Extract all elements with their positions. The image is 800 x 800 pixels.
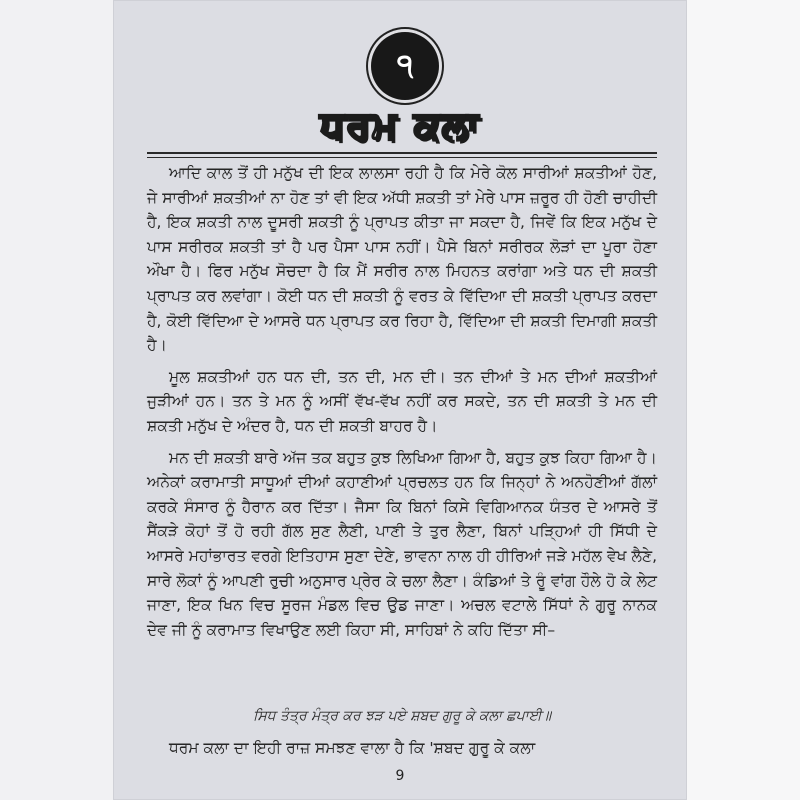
page-number: 9 bbox=[395, 768, 405, 784]
chapter-number-badge bbox=[371, 32, 439, 100]
title-divider-thin bbox=[147, 157, 657, 158]
closing-line: ਧਰਮ ਕਲਾ ਦਾ ਇਹੀ ਰਾਜ਼ ਸਮਝਣ ਵਾਲਾ ਹੈ ਕਿ 'ਸ਼ਬਦ ਗੁਰੂ ਕੇ ਕਲਾ bbox=[169, 739, 536, 757]
paragraph-3: ਮਨ ਦੀ ਸ਼ਕਤੀ ਬਾਰੇ ਅੱਜ ਤਕ ਬਹੁਤ ਕੁਝ ਲਿਖਿਆ ਗਿਆ ਹੈ, ਬਹੁਤ ਕੁਝ ਕਿਹਾ ਗਿਆ ਹੈ। ਅਨੇਕਾਂ ਕਰਾਮਾਤੀ ਸਾਧੂਆਂ ਦੀਆਂ ਕਹਾਣੀਆਂ ਪ੍ਰਚਲਤ ਹਨ ਕਿ ਜਿਨ੍ਹਾਂ ਨੇ ਅਨਹੋਣੀਆਂ ਗੱਲਾਂ ਕਰਕੇ ਸੰਸਾਰ ਨੂੰ ਹੈਰਾਨ ਕਰ ਦਿੱਤਾ। ਜੈਸਾ ਕਿ ਬਿਨਾਂ ਕਿਸੇ ਵਿਗਿਆਨਕ ਯੰਤਰ ਦੇ ਆਸਰੇ ਤੋਂ ਸੈਂਕੜੇ ਕੋਹਾਂ ਤੋਂ ਹੋ ਰਹੀ ਗੱਲ ਸੁਣ ਲੈਣੀ, ਪਾਣੀ ਤੇ ਤੁਰ ਲੈਣਾ, ਬਿਨਾਂ ਪੜ੍ਹਿਆਂ ਹੀ ਸਿੱਧੀ ਦੇ ਆਸਰੇ ਮਹਾਂਭਾਰਤ ਵਰਗੇ ਇਤਿਹਾਸ ਸੁਣਾ ਦੇਣੇ, ਭਾਵਨਾ ਨਾਲ ਹੀ ਹੀਰਿਆਂ ਜੜੇ ਮਹੱਲ ਵੇਖ ਲੈਣੇ, ਸਾਰੇ ਲੋਕਾਂ ਨੂੰ ਆਪਣੀ ਰੁਚੀ ਅਨੁਸਾਰ ਪ੍ਰੇਰ ਕੇ ਚਲਾ ਲੈਣਾ। ਕੰਡਿਆਂ ਤੇ ਰੂੰ ਵਾਂਗ ਹੌਲੇ ਹੋ ਕੇ ਲੇਟ ਜਾਣਾ, ਇਕ ਖਿਨ ਵਿਚ ਸੂਰਜ ਮੰਡਲ ਵਿਚ ਉਡ ਜਾਣਾ। ਅਚਲ ਵਟਾਲੇ ਸਿੱਧਾਂ ਨੇ ਗੁਰੂ ਨਾਨਕ ਦੇਵ ਜੀ ਨੂੰ ਕਰਾਮਾਤ ਵਿਖਾਉਣ ਲਈ ਕਿਹਾ ਸੀ, ਸਾਹਿਬਾਂ ਨੇ ਕਹਿ ਦਿੱਤਾ ਸੀ– bbox=[147, 448, 657, 639]
chapter-number: ੧ bbox=[396, 48, 414, 83]
chapter-title: ਧਰਮ ਕਲਾ bbox=[319, 103, 481, 147]
chapter-body bbox=[147, 161, 657, 649]
paragraph-1: ਆਦਿ ਕਾਲ ਤੋਂ ਹੀ ਮਨੁੱਖ ਦੀ ਇਕ ਲਾਲਸਾ ਰਹੀ ਹੈ ਕਿ ਮੇਰੇ ਕੋਲ ਸਾਰੀਆਂ ਸ਼ਕਤੀਆਂ ਹੋਣ, ਜੇ ਸਾਰੀਆਂ ਸ਼ਕਤੀਆਂ ਨਾ ਹੋਣ ਤਾਂ ਵੀ ਇਕ ਅੱਧੀ ਸ਼ਕਤੀ ਤਾਂ ਮੇਰੇ ਪਾਸ ਜ਼ਰੂਰ ਹੀ ਹੋਣੀ ਚਾਹੀਦੀ ਹੈ, ਇਕ ਸ਼ਕਤੀ ਨਾਲ ਦੂਸਰੀ ਸ਼ਕਤੀ ਨੂੰ ਪ੍ਰਾਪਤ ਕੀਤਾ ਜਾ ਸਕਦਾ ਹੈ, ਜਿਵੇਂ ਕਿ ਇਕ ਮਨੁੱਖ ਦੇ ਪਾਸ ਸਰੀਰਕ ਸ਼ਕਤੀ ਤਾਂ ਹੈ ਪਰ ਪੈਸਾ ਪਾਸ ਨਹੀਂ। ਪੈਸੇ ਬਿਨਾਂ ਸਰੀਰਕ ਲੋੜਾਂ ਦਾ ਪੂਰਾ ਹੋਣਾ ਔਖਾ ਹੈ। ਫਿਰ ਮਨੁੱਖ ਸੋਚਦਾ ਹੈ ਕਿ ਮੈਂ ਸਰੀਰ ਨਾਲ ਮਿਹਨਤ ਕਰਾਂਗਾ ਅਤੇ ਧਨ ਦੀ ਸ਼ਕਤੀ ਪ੍ਰਾਪਤ ਕਰ ਲਵਾਂਗਾ। ਕੋਈ ਧਨ ਦੀ ਸ਼ਕਤੀ ਨੂੰ ਵਰਤ ਕੇ ਵਿੱਦਿਆ ਦੀ ਸ਼ਕਤੀ ਪ੍ਰਾਪਤ ਕਰਦਾ ਹੈ, ਕੋਈ ਵਿੱਦਿਆ ਦੇ ਆਸਰੇ ਧਨ ਪ੍ਰਾਪਤ ਕਰ ਰਿਹਾ ਹੈ, ਵਿੱਦਿਆ ਦੀ ਸ਼ਕਤੀ ਦਿਮਾਗੀ ਸ਼ਕਤੀ ਹੈ। bbox=[147, 164, 657, 355]
title-divider-thick bbox=[147, 152, 657, 154]
scripture-verse: ਸਿਧ ਤੰਤ੍ਰ ਮੰਤ੍ਰ ਕਰ ਝੜ ਪਏ ਸ਼ਬਦ ਗੁਰੂ ਕੇ ਕਲਾ ਛਪਾਈ॥ bbox=[252, 708, 552, 724]
paragraph-2: ਮੂਲ ਸ਼ਕਤੀਆਂ ਹਨ ਧਨ ਦੀ, ਤਨ ਦੀ, ਮਨ ਦੀ। ਤਨ ਦੀਆਂ ਤੇ ਮਨ ਦੀਆਂ ਸ਼ਕਤੀਆਂ ਜੁੜੀਆਂ ਹਨ। ਤਨ ਤੇ ਮਨ ਨੂੰ ਅਸੀਂ ਵੱਖ-ਵੱਖ ਨਹੀਂ ਕਰ ਸਕਦੇ, ਤਨ ਦੀ ਸ਼ਕਤੀ ਤੇ ਮਨ ਦੀ ਸ਼ਕਤੀ ਮਨੁੱਖ ਦੇ ਅੰਦਰ ਹੈ, ਧਨ ਦੀ ਸ਼ਕਤੀ ਬਾਹਰ ਹੈ। bbox=[147, 367, 657, 435]
